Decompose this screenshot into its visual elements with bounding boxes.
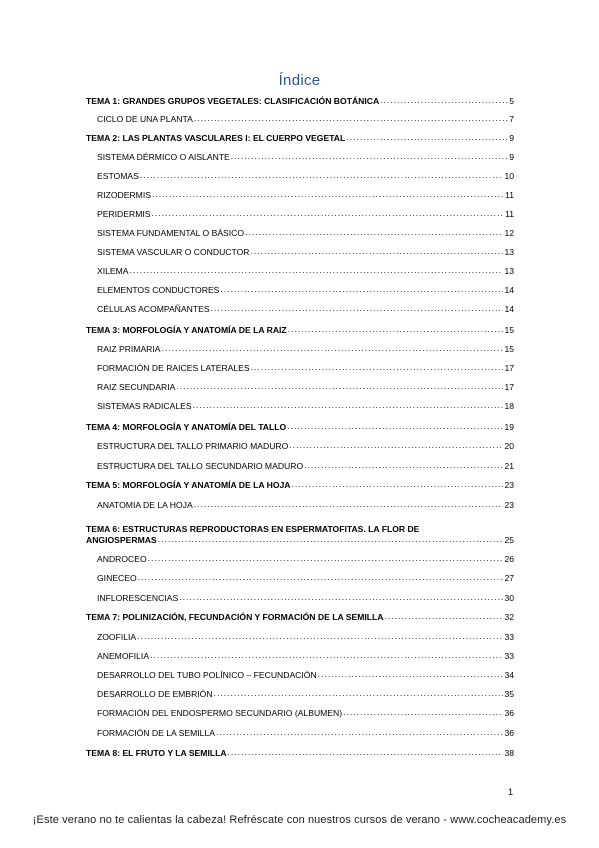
toc-dot-leader [343, 707, 503, 718]
toc-chapter-entry[interactable] [86, 480, 514, 491]
toc-section-entry[interactable] [97, 171, 514, 182]
toc-entry-label: FORMACIÓN DE LA SEMILLA [97, 728, 215, 738]
toc-dot-leader [380, 95, 508, 106]
toc-section-entry[interactable] [97, 573, 514, 584]
toc-section-entry[interactable] [97, 285, 514, 296]
toc-entry-label: ESTOMAS [97, 171, 139, 181]
toc-entry-label: TEMA 6: ESTRUCTURAS REPRODUCTORAS EN ESPERMATOFITAS. LA FLOR DE [86, 524, 420, 534]
toc-dot-leader [214, 688, 504, 699]
toc-section-entry[interactable] [97, 461, 514, 472]
toc-entry-label: GINECEO [97, 573, 137, 583]
toc-section-entry[interactable] [97, 247, 514, 258]
toc-entry-label: XILEMA [97, 266, 129, 276]
toc-page-number: 20 [504, 441, 514, 451]
toc-dot-leader [194, 499, 504, 510]
toc-page-number: 18 [504, 401, 514, 411]
toc-section-entry[interactable] [97, 209, 514, 220]
toc-dot-leader [150, 650, 503, 661]
toc-entry-label: TEMA 1: GRANDES GRUPOS VEGETALES: CLASIFICACIÓN BOTÁNICA [86, 96, 380, 106]
toc-entry-label: CICLO DE UNA PLANTA [97, 114, 193, 124]
toc-page-number: 14 [504, 285, 514, 295]
toc-page-number: 30 [504, 593, 514, 603]
toc-page-number: 33 [504, 632, 514, 642]
toc-page-number: 7 [509, 114, 514, 124]
toc-page-number: 9 [509, 152, 514, 162]
toc-entry-label: RIZODERMIS [97, 190, 151, 200]
toc-dot-leader [250, 246, 503, 257]
toc-dot-leader [211, 303, 504, 314]
toc-entry-label: TEMA 7: POLINIZACIÓN, FECUNDACIÓN Y FORMACIÓN DE LA SEMILLA [86, 612, 384, 622]
page-number: 1 [508, 787, 514, 797]
toc-section-entry[interactable] [97, 266, 514, 277]
toc-page-number: 10 [504, 171, 514, 181]
toc-page-number: 12 [504, 228, 514, 238]
toc-entry-label: TEMA 5: MORFOLOGÍA Y ANATOMÍA DE LA HOJA [86, 480, 291, 490]
toc-entry-label: INFLORESCENCIAS [97, 593, 179, 603]
toc-page-number: 23 [504, 500, 514, 510]
toc-dot-leader [304, 460, 503, 471]
toc-entry-label: CÉLULAS ACOMPAÑANTES [97, 304, 210, 314]
toc-entry-label: FORMACIÓN DEL ENDOSPERMO SECUNDARIO (ALBUMEN) [97, 708, 343, 718]
toc-dot-leader [245, 227, 503, 238]
toc-entry-label: TEMA 8: EL FRUTO Y LA SEMILLA [86, 748, 227, 758]
toc-chapter-entry[interactable] [86, 612, 514, 623]
toc-page-number: 36 [504, 728, 514, 738]
toc-entry-label: TEMA 2: LAS PLANTAS VASCULARES I: EL CUERPO VEGETAL [86, 133, 346, 143]
toc-entry-label: DESARROLLO DE EMBRIÓN [97, 689, 213, 699]
toc-section-entry[interactable] [97, 114, 514, 125]
toc-dot-leader [220, 284, 503, 295]
toc-section-entry[interactable] [97, 593, 514, 604]
toc-dot-leader [216, 727, 503, 738]
toc-page-number: 13 [504, 247, 514, 257]
toc-dot-leader [384, 611, 503, 622]
toc-dot-leader [158, 534, 504, 545]
toc-page-number: 23 [504, 480, 514, 490]
toc-entry-label: ZOOFILIA [97, 632, 137, 642]
toc-dot-leader [138, 572, 504, 583]
toc-page-number: 15 [504, 325, 514, 335]
toc-page-number: 11 [505, 190, 514, 200]
toc-section-entry[interactable] [97, 632, 514, 643]
toc-entry-label: PERIDERMIS [97, 209, 151, 219]
toc-dot-leader [162, 343, 504, 354]
toc-dot-leader [194, 113, 508, 124]
toc-dot-leader [287, 421, 503, 432]
toc-page-number: 32 [504, 612, 514, 622]
toc-chapter-entry[interactable] [86, 133, 514, 144]
toc-section-entry[interactable] [97, 554, 514, 565]
toc-dot-leader [176, 381, 503, 392]
toc-page-number: 11 [505, 209, 514, 219]
toc-entry-label: SISTEMAS RADICALES [97, 401, 192, 411]
index-title: Índice [278, 72, 321, 89]
toc-page-number: 21 [504, 461, 514, 471]
toc-dot-leader [151, 208, 504, 219]
toc-entry-label: ANEMOFILIA [97, 651, 150, 661]
toc-page-number: 19 [504, 422, 514, 432]
toc-chapter-entry[interactable] [86, 96, 514, 107]
toc-page-number: 17 [504, 382, 514, 392]
toc-page-number: 9 [509, 133, 514, 143]
toc-dot-leader [140, 170, 504, 181]
toc-section-entry[interactable] [97, 344, 514, 355]
toc-dot-leader [137, 631, 503, 642]
toc-dot-leader [318, 669, 504, 680]
toc-chapter-entry[interactable] [86, 524, 514, 546]
toc-section-entry[interactable] [97, 304, 514, 315]
toc-page-number: 14 [504, 304, 514, 314]
toc-chapter-entry[interactable] [86, 748, 514, 759]
toc-entry-label: RAIZ PRIMARIA [97, 344, 161, 354]
toc-entry-label: ANDROCEO [97, 554, 147, 564]
toc-entry-label: ELEMENTOS CONDUCTORES [97, 285, 220, 295]
toc-page-number: 33 [504, 651, 514, 661]
toc-page-number: 38 [504, 748, 514, 758]
toc-page-number: 5 [509, 96, 514, 106]
toc-page-number: 35 [504, 689, 514, 699]
toc-section-entry[interactable] [97, 401, 514, 412]
toc-dot-leader [288, 324, 504, 335]
toc-entry-label: SISTEMA FUNDAMENTAL O BÁSICO [97, 228, 245, 238]
toc-entry-label: ESTRUCTURA DEL TALLO PRIMARIO MADURO [97, 441, 289, 451]
toc-entry-label: SISTEMA VASCULAR O CONDUCTOR [97, 247, 250, 257]
toc-section-entry[interactable] [97, 190, 514, 201]
toc-dot-leader [251, 362, 504, 373]
toc-page-number: 17 [504, 363, 514, 373]
toc-page-number: 13 [504, 266, 514, 276]
toc-page-number: 15 [504, 344, 514, 354]
toc-page-number: 26 [504, 554, 514, 564]
toc-entry-label: ANGIOSPERMAS [86, 535, 157, 545]
toc-section-entry[interactable] [97, 500, 514, 511]
toc-section-entry[interactable] [97, 382, 514, 393]
toc-section-entry[interactable] [97, 651, 514, 662]
toc-entry-label: TEMA 3: MORFOLOGÍA Y ANATOMÍA DE LA RAIZ [86, 325, 287, 335]
toc-dot-leader [289, 440, 503, 451]
toc-dot-leader [148, 553, 504, 564]
toc-dot-leader [152, 189, 504, 200]
toc-dot-leader [231, 151, 508, 162]
toc-section-entry[interactable] [97, 728, 514, 739]
toc-page-number: 36 [504, 708, 514, 718]
toc-dot-leader [130, 265, 504, 276]
toc-page-number: 25 [504, 535, 514, 545]
toc-section-entry[interactable] [97, 708, 514, 719]
footer-ad-text: ¡Este verano no te calientas la cabeza! Refréscate con nuestros cursos de verano - www.cocheacademy.es [32, 814, 567, 826]
toc-section-entry[interactable] [97, 152, 514, 163]
toc-dot-leader [193, 400, 504, 411]
toc-dot-leader [228, 747, 504, 758]
toc-dot-leader [346, 132, 508, 143]
toc-entry-label: ESTRUCTURA DEL TALLO SECUNDARIO MADURO [97, 461, 304, 471]
toc-page-number: 34 [504, 670, 514, 680]
toc-entry-label: FORMACIÓN DE RAICES LATERALES [97, 363, 250, 373]
toc-section-entry[interactable] [97, 441, 514, 452]
toc-section-entry[interactable] [97, 363, 514, 374]
toc-dot-leader [179, 592, 503, 603]
toc-page-number: 27 [504, 573, 514, 583]
toc-chapter-entry[interactable] [86, 422, 514, 433]
toc-chapter-entry[interactable] [86, 325, 514, 336]
toc-section-entry[interactable] [97, 228, 514, 239]
toc-entry-label: SISTEMA DÉRMICO O AISLANTE [97, 152, 230, 162]
toc-entry-label: TEMA 4: MORFOLOGÍA Y ANATOMÍA DEL TALLO [86, 422, 287, 432]
toc-dot-leader [292, 479, 504, 490]
toc-entry-label: RAIZ SECUNDARIA [97, 382, 176, 392]
toc-entry-label: DESARROLLO DEL TUBO POLÍNICO – FECUNDACIÓN [97, 670, 317, 680]
toc-entry-label: ANATOMIA DE LA HOJA [97, 500, 193, 510]
toc-section-entry[interactable] [97, 670, 514, 681]
toc-section-entry[interactable] [97, 689, 514, 700]
